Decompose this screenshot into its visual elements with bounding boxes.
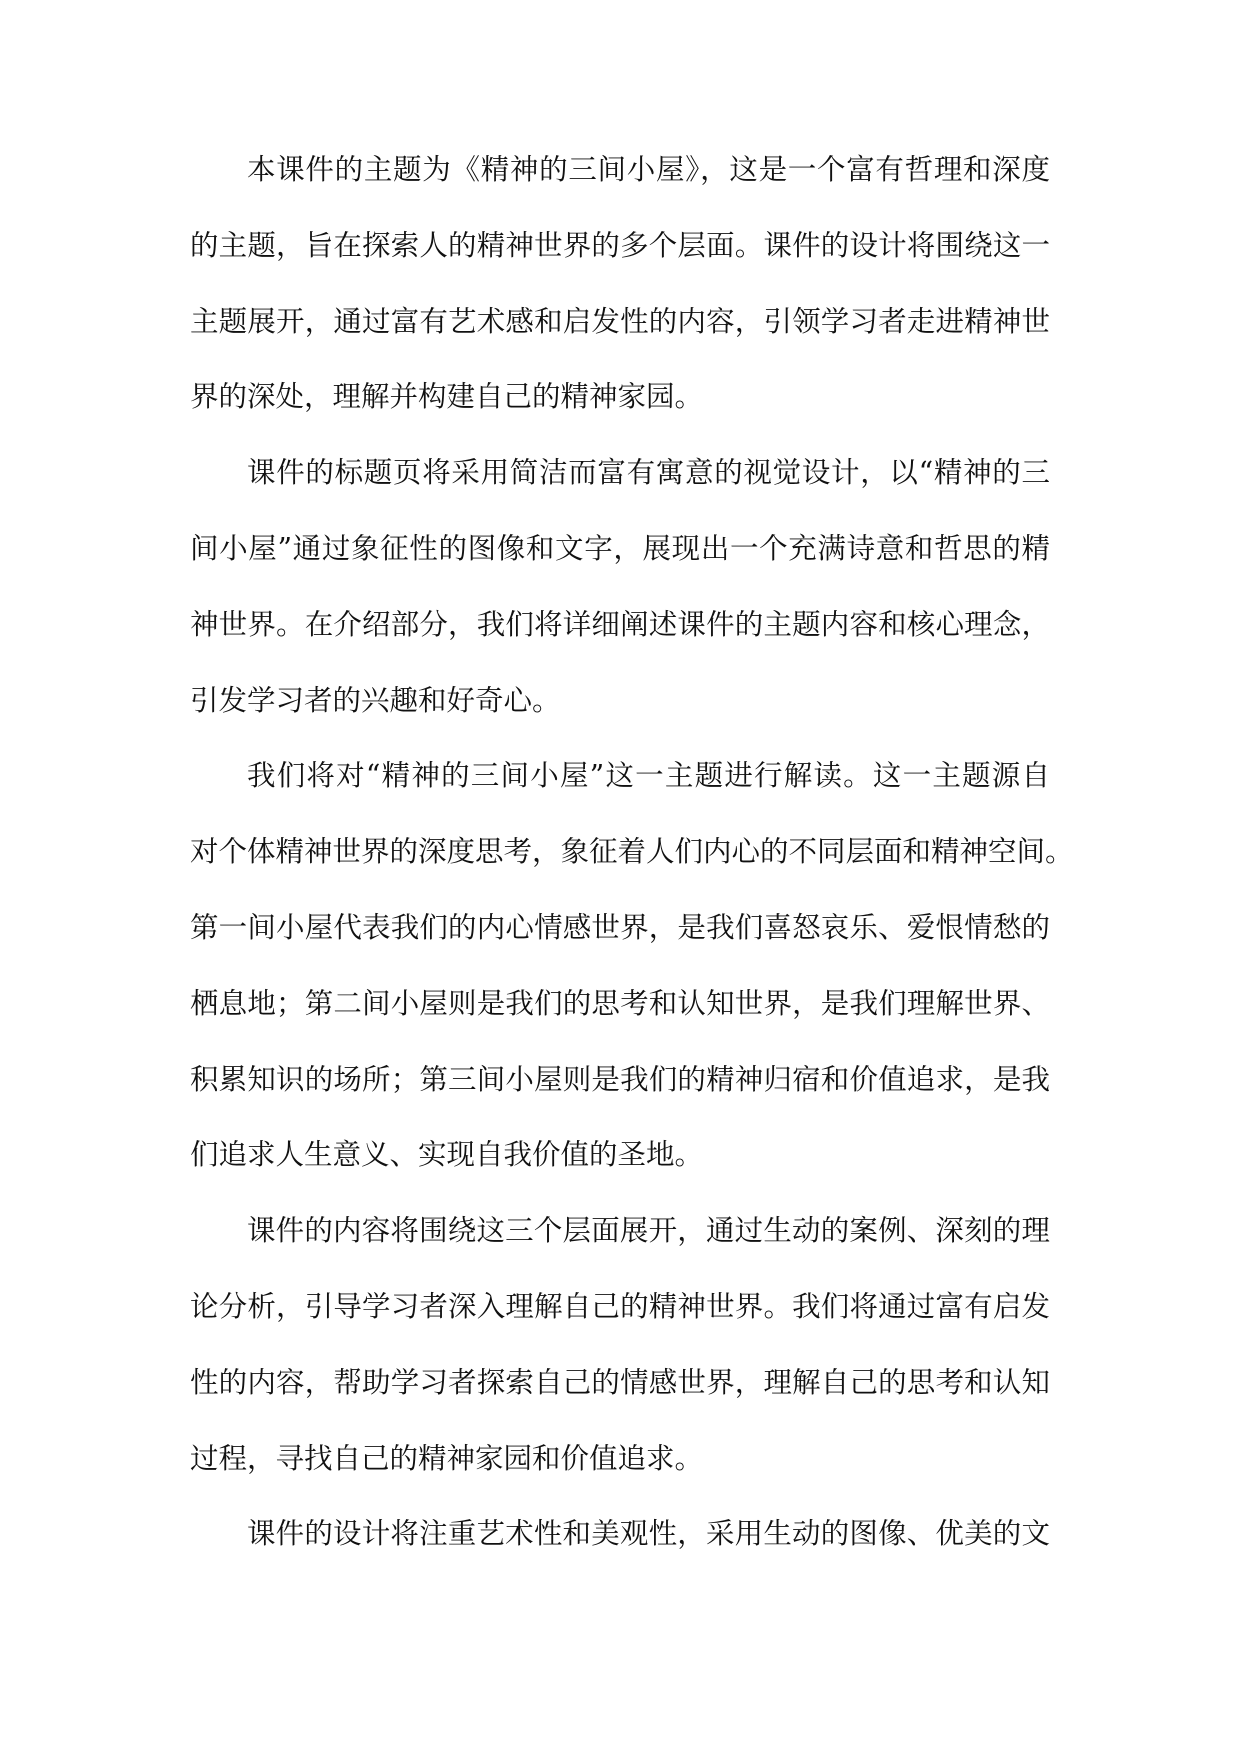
paragraph-line: 论分析，引导学习者深入理解自己的精神世界。我们将通过富有启发 <box>190 1289 1050 1323</box>
document-body <box>190 145 1074 1585</box>
paragraph-1 <box>190 145 1050 448</box>
paragraph-line: 神世界。在介绍部分，我们将详细阐述课件的主题内容和核心理念， <box>190 607 1050 641</box>
paragraph-line: 过程，寻找自己的精神家园和价值追求。 <box>190 1441 704 1475</box>
paragraph-line: 栖息地；第二间小屋则是我们的思考和认知世界，是我们理解世界、 <box>190 986 1050 1020</box>
paragraph-line: 对个体精神世界的深度思考，象征着人们内心的不同层面和精神空间。 <box>190 835 1074 869</box>
paragraph-line: 本课件的主题为《精神的三间小屋》，这是一个富有哲理和深度 <box>247 153 1050 186</box>
paragraph-line: 积累知识的场所；第三间小屋则是我们的精神归宿和价值追求，是我 <box>190 1062 1050 1096</box>
paragraph-line: 间小屋”通过象征性的图像和文字，展现出一个充满诗意和哲思的精 <box>190 531 1050 565</box>
paragraph-3 <box>190 751 1074 1206</box>
paragraph-line: 引发学习者的兴趣和好奇心。 <box>190 683 561 717</box>
paragraph-line: 性的内容，帮助学习者探索自己的情感世界，理解自己的思考和认知 <box>190 1365 1050 1399</box>
paragraph-4 <box>190 1206 1050 1509</box>
paragraph-line: 主题展开，通过富有艺术感和启发性的内容，引领学习者走进精神世 <box>190 304 1050 338</box>
paragraph-line: 们追求人生意义、实现自我价值的圣地。 <box>190 1138 704 1172</box>
paragraph-line: 课件的标题页将采用简洁而富有寓意的视觉设计，以“精神的三 <box>247 456 1050 490</box>
paragraph-line: 课件的设计将注重艺术性和美观性，采用生动的图像、优美的文 <box>247 1517 1050 1551</box>
paragraph-line: 界的深处，理解并构建自己的精神家园。 <box>190 380 704 414</box>
paragraph-5 <box>190 1509 1050 1585</box>
paragraph-2 <box>190 448 1050 751</box>
paragraph-line: 第一间小屋代表我们的内心情感世界，是我们喜怒哀乐、爱恨情愁的 <box>190 910 1050 944</box>
paragraph-line: 课件的内容将围绕这三个层面展开，通过生动的案例、深刻的理 <box>247 1214 1050 1248</box>
paragraph-line: 我们将对“精神的三间小屋”这一主题进行解读。这一主题源自 <box>247 759 1050 793</box>
paragraph-line: 的主题，旨在探索人的精神世界的多个层面。课件的设计将围绕这一 <box>190 228 1050 262</box>
